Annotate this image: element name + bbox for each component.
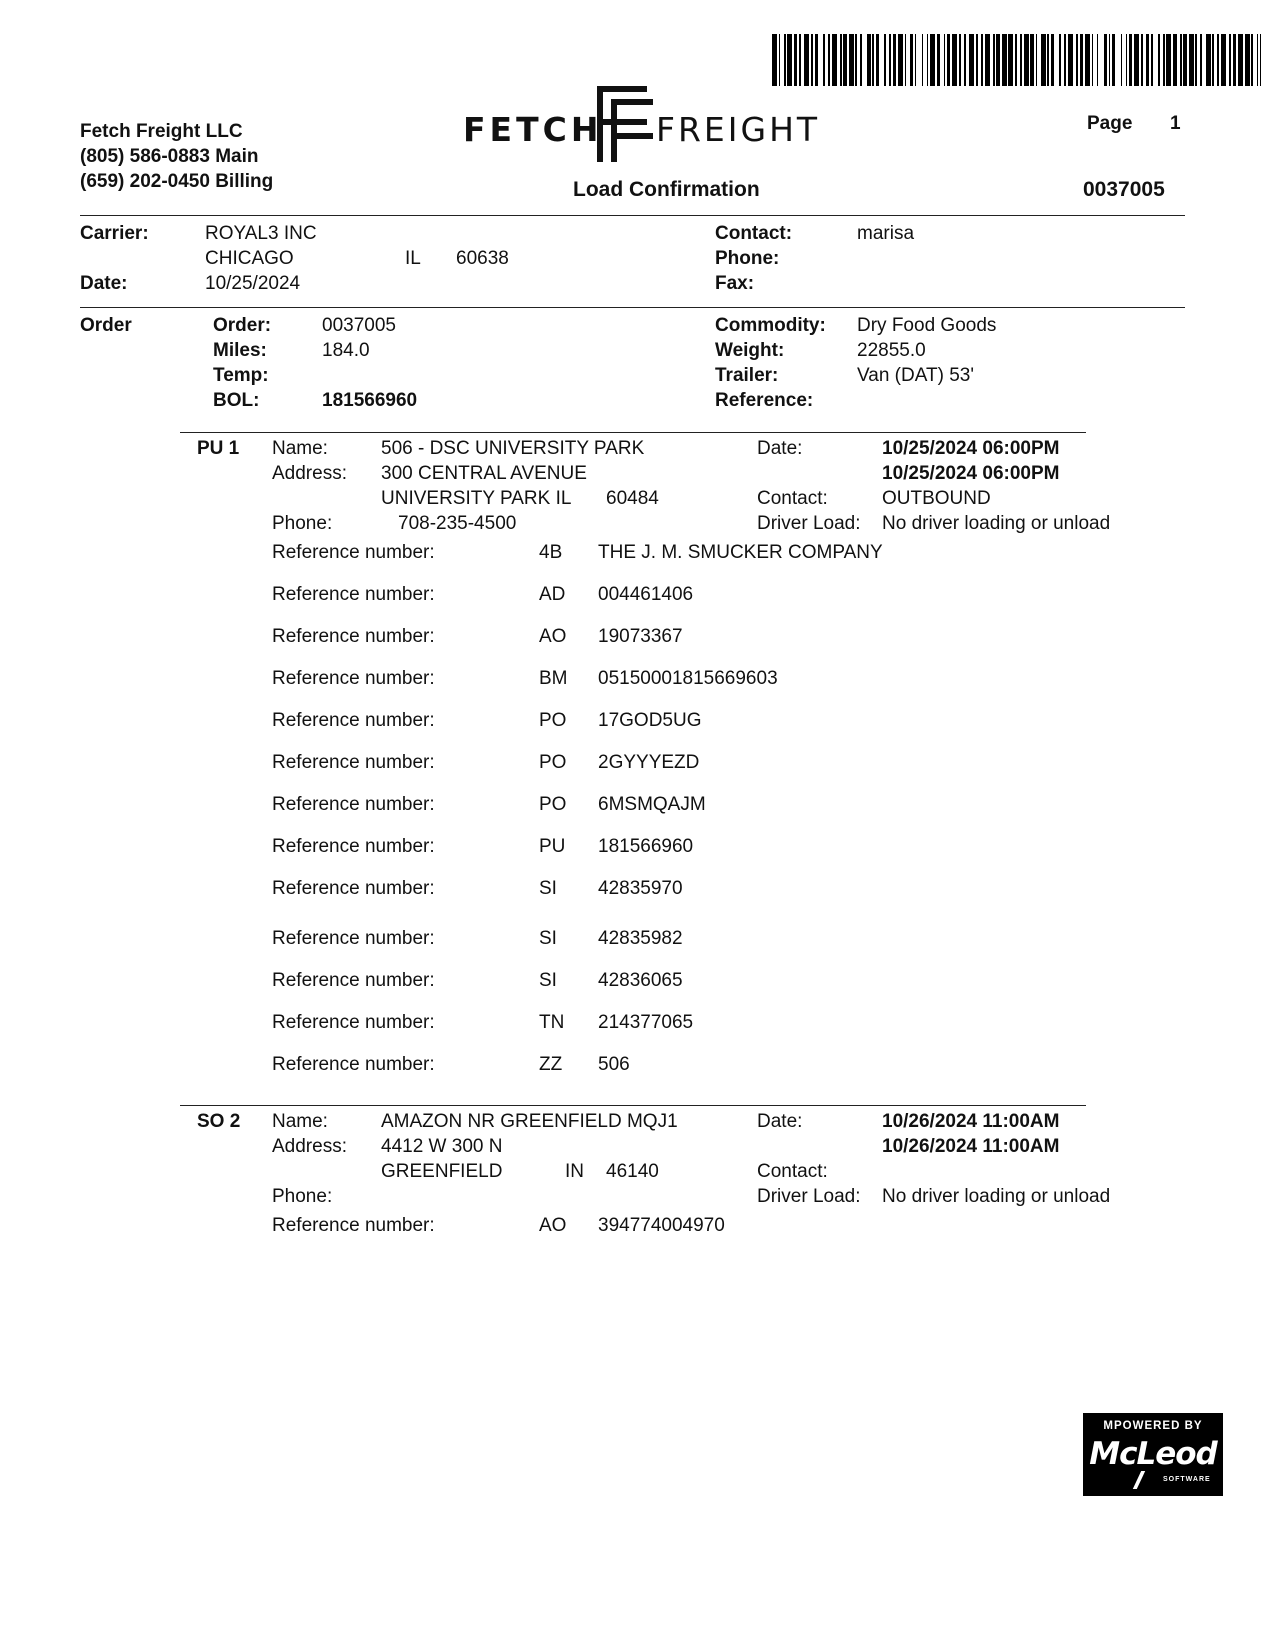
ref-value: 181566960 (598, 836, 694, 857)
barcode-bar (947, 34, 950, 86)
stop1-address1: 300 CENTRAL AVENUE (381, 463, 587, 484)
ref-value: 2GYYYEZD (598, 752, 700, 773)
fax-label: Fax: (715, 273, 755, 294)
ref-code: AO (539, 626, 567, 647)
stop2-name-label: Name: (272, 1111, 328, 1132)
stop1-divider (180, 432, 1086, 433)
bol-label: BOL: (213, 390, 260, 411)
barcode-bar (898, 34, 903, 86)
company-phone-main: (805) 586-0883 Main (80, 146, 259, 167)
contact-label: Contact: (715, 223, 793, 244)
header-divider (80, 215, 1185, 216)
barcode-bar (1104, 34, 1107, 86)
barcode-bar (772, 34, 777, 86)
barcode-bar (889, 34, 891, 86)
ref-code: ZZ (539, 1054, 563, 1075)
barcode-bar (1036, 34, 1038, 86)
stop1-phone: 708-235-4500 (398, 513, 517, 534)
stop1-contact: OUTBOUND (882, 488, 991, 509)
stop2-driver-label: Driver Load: (757, 1186, 861, 1207)
ref-code: SI (539, 970, 557, 991)
ref-label: Reference number: (272, 584, 435, 605)
stop1-zip: 60484 (606, 488, 659, 509)
barcode-bar (1251, 34, 1253, 86)
ref-code: BM (539, 668, 568, 689)
carrier-date-label: Date: (80, 273, 128, 294)
ref-code: 4B (539, 542, 563, 563)
weight-label: Weight: (715, 340, 785, 361)
ref-label: Reference number: (272, 752, 435, 773)
barcode-bar (964, 34, 966, 86)
ref-label: Reference number: (272, 1054, 435, 1075)
barcode-bar (867, 34, 870, 86)
carrier-zip: 60638 (456, 248, 509, 269)
stop2-tag: SO 2 (197, 1111, 241, 1132)
ref-code: SI (539, 878, 557, 899)
barcode-bar (1245, 34, 1250, 86)
ref-label: Reference number: (272, 794, 435, 815)
ref-value: 42835970 (598, 878, 683, 899)
fetch-freight-logo-icon (592, 86, 654, 162)
barcode-bar (1183, 34, 1186, 86)
document-title: Load Confirmation (573, 178, 760, 201)
barcode-bar (1015, 34, 1017, 86)
barcode-bar (905, 34, 907, 86)
ref-value: 004461406 (598, 584, 694, 605)
carrier-date: 10/25/2024 (205, 273, 301, 294)
barcode-bar (1189, 34, 1194, 86)
barcode-bar (1092, 34, 1094, 86)
barcode-bar (855, 34, 857, 86)
barcode-bar (1121, 34, 1123, 86)
order-label: Order: (213, 315, 272, 336)
barcode-bar (1020, 34, 1022, 86)
trailer-value: Van (DAT) 53' (857, 365, 974, 386)
barcode (772, 34, 1260, 86)
stop2-address1: 4412 W 300 N (381, 1136, 503, 1157)
stop1-date-label: Date: (757, 438, 803, 459)
barcode-bar (1233, 34, 1236, 86)
logo-freight-text: FREIGHT (656, 110, 821, 149)
barcode-bar (1126, 34, 1128, 86)
barcode-bar (1080, 34, 1083, 86)
barcode-bar (884, 34, 886, 86)
barcode-bar (910, 34, 913, 86)
badge-brand-text: McLeod (1089, 1436, 1217, 1472)
carrier-city: CHICAGO (205, 248, 294, 269)
order-value: 0037005 (322, 315, 396, 336)
ref-label: Reference number: (272, 710, 435, 731)
barcode-bar (1166, 34, 1171, 86)
page-number: 1 (1170, 113, 1181, 134)
ref-code: PU (539, 836, 566, 857)
barcode-bar (969, 34, 974, 86)
stop1-driver-label: Driver Load: (757, 513, 861, 534)
ref-label: Reference number: (272, 626, 435, 647)
barcode-bar (1068, 34, 1073, 86)
company-name: Fetch Freight LLC (80, 121, 243, 142)
stop1-contact-label: Contact: (757, 488, 828, 509)
barcode-bar (1030, 34, 1033, 86)
document-number: 0037005 (1083, 178, 1165, 201)
stop1-date1: 10/25/2024 06:00PM (882, 438, 1060, 459)
barcode-bar (927, 34, 929, 86)
ref-value: 05150001815669603 (598, 668, 778, 689)
barcode-bar (1146, 34, 1149, 86)
stop2-date-label: Date: (757, 1111, 803, 1132)
barcode-bar (1041, 34, 1046, 86)
barcode-bar (1059, 34, 1061, 86)
ref-value: 394774004970 (598, 1215, 725, 1236)
ref-code: AO (539, 1215, 567, 1236)
barcode-bar (811, 34, 813, 86)
badge-top-text: MPOWERED BY (1103, 1420, 1203, 1432)
phone-label: Phone: (715, 248, 780, 269)
carrier-state: IL (405, 248, 421, 269)
barcode-bar (784, 34, 786, 86)
reference-label: Reference: (715, 390, 814, 411)
barcode-bar (1097, 34, 1099, 86)
barcode-bar (860, 34, 862, 86)
barcode-bar (1163, 34, 1165, 86)
barcode-bar (1008, 34, 1013, 86)
barcode-bar (794, 34, 797, 86)
barcode-bar (922, 34, 924, 86)
barcode-bar (779, 34, 781, 86)
barcode-bar (1064, 34, 1066, 86)
miles-value: 184.0 (322, 340, 370, 361)
ref-label: Reference number: (272, 928, 435, 949)
stop1-tag: PU 1 (197, 438, 240, 459)
ref-value: 6MSMQAJM (598, 794, 706, 815)
mcleod-badge-logo (1083, 1413, 1223, 1496)
barcode-bar (1221, 34, 1226, 86)
barcode-bar (930, 34, 935, 86)
barcode-bar (959, 34, 961, 86)
barcode-bar (787, 34, 792, 86)
commodity-value: Dry Food Goods (857, 315, 997, 336)
barcode-bar (876, 34, 879, 86)
barcode-bar (993, 34, 995, 86)
barcode-bar (1047, 34, 1049, 86)
ref-label: Reference number: (272, 970, 435, 991)
barcode-bar (1109, 34, 1111, 86)
barcode-bar (944, 34, 946, 86)
ref-value: 17GOD5UG (598, 710, 702, 731)
ref-code: AD (539, 584, 566, 605)
stop2-city: GREENFIELD (381, 1161, 503, 1182)
stop1-name-label: Name: (272, 438, 328, 459)
barcode-bar (1002, 34, 1007, 86)
barcode-bar (1158, 34, 1160, 86)
ref-code: PO (539, 794, 567, 815)
logo-fetch-text: FETCH (463, 110, 603, 149)
stop2-date1: 10/26/2024 11:00AM (882, 1111, 1060, 1132)
barcode-bar (952, 34, 957, 86)
stop1-driver: No driver loading or unload (882, 513, 1111, 534)
barcode-bar (1206, 34, 1211, 86)
ref-label: Reference number: (272, 542, 435, 563)
ref-value: 42836065 (598, 970, 683, 991)
order-section-label: Order (80, 315, 132, 336)
company-phone-billing: (659) 202-0450 Billing (80, 171, 274, 192)
badge-slash-icon (1133, 1471, 1145, 1489)
barcode-bar (1200, 34, 1202, 86)
barcode-bar (843, 34, 846, 86)
barcode-bar (985, 34, 990, 86)
barcode-bar (872, 34, 874, 86)
barcode-bar (1173, 34, 1176, 86)
bol-value: 181566960 (322, 390, 418, 411)
ref-value: 19073367 (598, 626, 683, 647)
commodity-label: Commodity: (715, 315, 826, 336)
barcode-bar (1217, 34, 1219, 86)
ref-value: 506 (598, 1054, 630, 1075)
stop1-date2: 10/25/2024 06:00PM (882, 463, 1060, 484)
barcode-bar (915, 34, 917, 86)
ref-code: PO (539, 752, 567, 773)
barcode-bar (1112, 34, 1115, 86)
stop2-divider (180, 1105, 1086, 1106)
barcode-bar (1129, 34, 1132, 86)
badge-sub-text: SOFTWARE (1163, 1476, 1211, 1483)
miles-label: Miles: (213, 340, 267, 361)
barcode-bar (1238, 34, 1243, 86)
barcode-bar (832, 34, 837, 86)
stop1-city-state: UNIVERSITY PARK IL (381, 488, 572, 509)
barcode-bar (1134, 34, 1139, 86)
barcode-bar (1229, 34, 1231, 86)
stop2-driver: No driver loading or unload (882, 1186, 1111, 1207)
carrier-divider (80, 307, 1185, 308)
ref-label: Reference number: (272, 668, 435, 689)
barcode-bar (1024, 34, 1029, 86)
stop1-address-label: Address: (272, 463, 347, 484)
barcode-bar (893, 34, 896, 86)
page-label: Page (1087, 113, 1133, 134)
carrier-name: ROYAL3 INC (205, 223, 317, 244)
stop2-address-label: Address: (272, 1136, 347, 1157)
stop2-date2: 10/26/2024 11:00AM (882, 1136, 1060, 1157)
ref-label: Reference number: (272, 1215, 435, 1236)
ref-label: Reference number: (272, 1012, 435, 1033)
ref-code: PO (539, 710, 567, 731)
barcode-bar (1195, 34, 1197, 86)
stop2-state: IN (565, 1161, 584, 1182)
barcode-bar (937, 34, 940, 86)
barcode-bar (828, 34, 830, 86)
barcode-bar (1141, 34, 1143, 86)
barcode-bar (1076, 34, 1078, 86)
barcode-bar (799, 34, 801, 86)
ref-code: TN (539, 1012, 565, 1033)
trailer-label: Trailer: (715, 365, 779, 386)
stop1-phone-label: Phone: (272, 513, 333, 534)
barcode-bar (840, 34, 842, 86)
barcode-bar (976, 34, 978, 86)
stop2-contact-label: Contact: (757, 1161, 828, 1182)
stop2-name: AMAZON NR GREENFIELD MQJ1 (381, 1111, 678, 1132)
barcode-bar (1085, 34, 1090, 86)
barcode-bar (1257, 34, 1259, 86)
barcode-bar (1051, 34, 1054, 86)
barcode-bar (1151, 34, 1153, 86)
stop2-zip: 46140 (606, 1161, 659, 1182)
barcode-bar (1212, 34, 1214, 86)
barcode-bar (981, 34, 983, 86)
barcode-bar (823, 34, 825, 86)
ref-value: 214377065 (598, 1012, 694, 1033)
barcode-bar (1180, 34, 1182, 86)
ref-label: Reference number: (272, 878, 435, 899)
barcode-bar (849, 34, 854, 86)
ref-label: Reference number: (272, 836, 435, 857)
barcode-bar (996, 34, 999, 86)
weight-value: 22855.0 (857, 340, 926, 361)
carrier-label: Carrier: (80, 223, 149, 244)
temp-label: Temp: (213, 365, 269, 386)
stop2-phone-label: Phone: (272, 1186, 333, 1207)
ref-code: SI (539, 928, 557, 949)
barcode-bar (804, 34, 809, 86)
ref-value: 42835982 (598, 928, 683, 949)
barcode-bar (815, 34, 818, 86)
ref-value: THE J. M. SMUCKER COMPANY (598, 542, 883, 563)
contact-value: marisa (857, 223, 915, 244)
stop1-name: 506 - DSC UNIVERSITY PARK (381, 438, 645, 459)
